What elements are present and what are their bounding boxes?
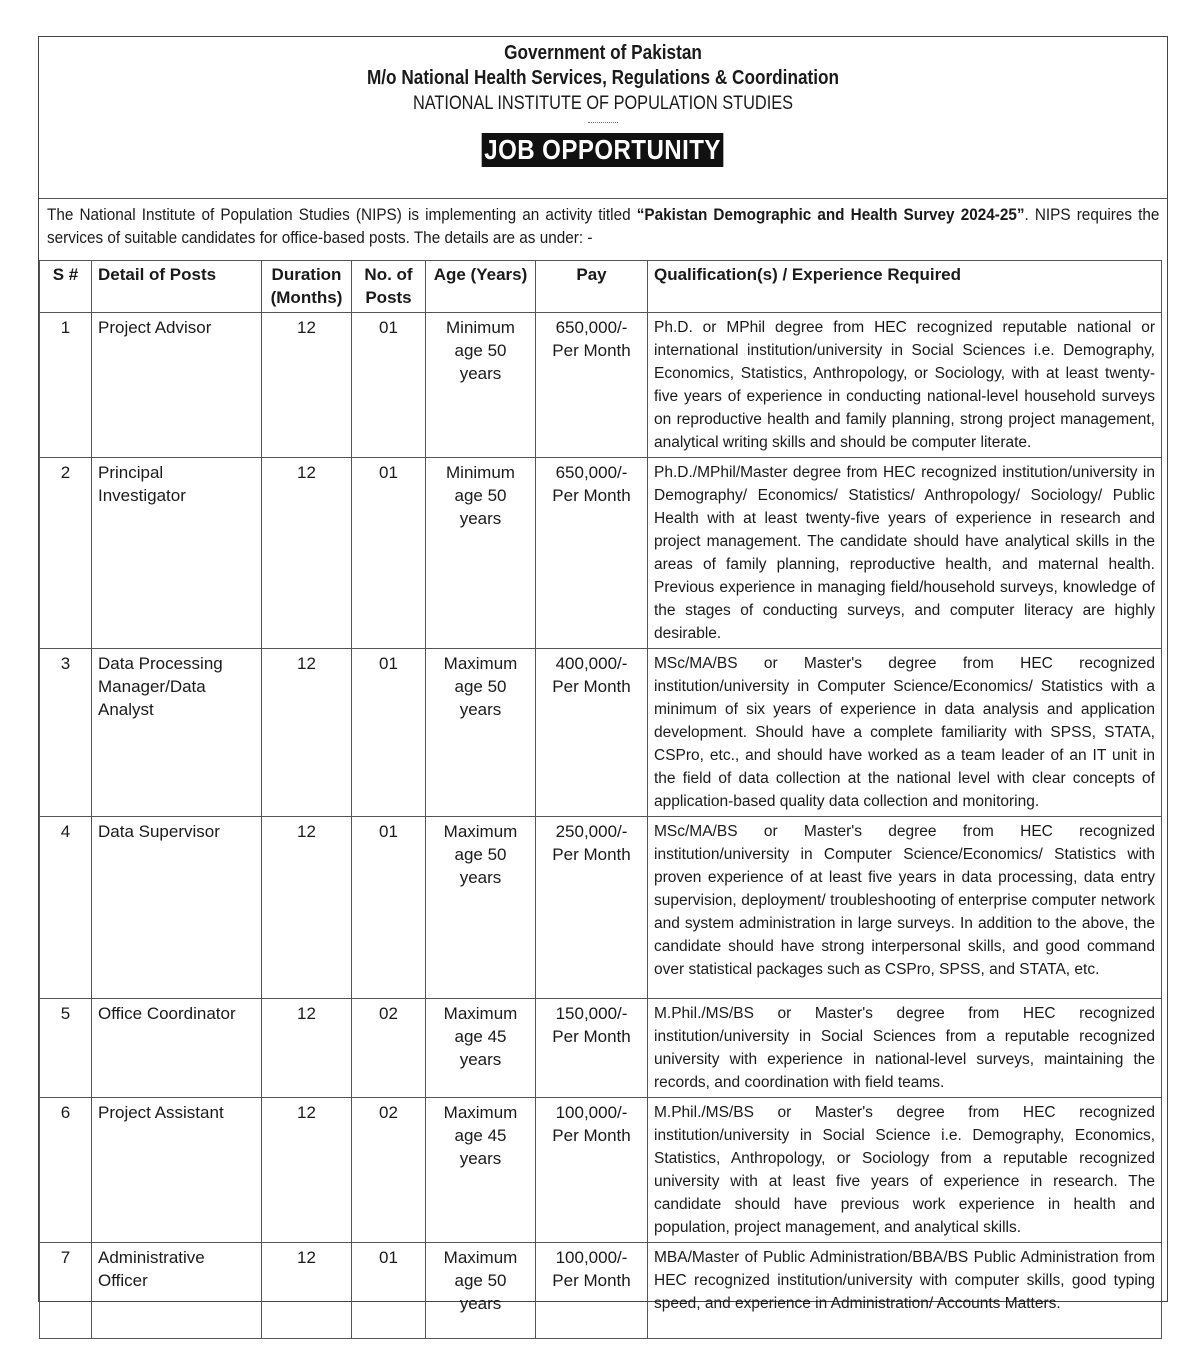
row-age: Minimum age 50 years — [426, 313, 536, 458]
row-posts: 02 — [352, 999, 426, 1098]
row-age: Maximum age 45 years — [426, 999, 536, 1098]
row-pay: 650,000/- Per Month — [536, 313, 648, 458]
row-age: Maximum age 45 years — [426, 1098, 536, 1243]
header-qualification: Qualification(s) / Experience Required — [648, 261, 1162, 313]
header-posts: No. of Posts — [352, 261, 426, 313]
row-post: Data Supervisor — [92, 817, 262, 999]
row-post: Administrative Officer — [92, 1243, 262, 1339]
header-post: Detail of Posts — [92, 261, 262, 313]
header-separator — [39, 198, 1167, 199]
row-qualification: M.Phil./MS/BS or Master's degree from HEC recognized institution/university in Social Science i.e. Demography, Economics, Statistics, Anthropology, or Sociology from a reputable recognized university with at least five years of experience in research. The candidate should have previous work experience in health and population, project management, and analytical skills. — [648, 1098, 1162, 1243]
row-posts: 01 — [352, 313, 426, 458]
row-sn: 5 — [40, 999, 92, 1098]
row-duration: 12 — [262, 1098, 352, 1243]
header-age: Age (Years) — [426, 261, 536, 313]
row-post: Project Advisor — [92, 313, 262, 458]
row-sn: 3 — [40, 649, 92, 817]
job-opportunity-banner: JOB OPPORTUNITY — [482, 133, 724, 167]
header-duration: Duration (Months) — [262, 261, 352, 313]
job-table — [39, 260, 1162, 1339]
row-duration: 12 — [262, 458, 352, 649]
table-row — [40, 1098, 1162, 1243]
intro-text-end: . NIPS requires the services of suitable candidates for office-based posts. The details are as under: - — [47, 205, 1160, 247]
header-institute: NATIONAL INSTITUTE OF POPULATION STUDIES — [412, 93, 794, 114]
table-row — [40, 817, 1162, 999]
row-sn: 7 — [40, 1243, 92, 1339]
table-row — [40, 458, 1162, 649]
row-qualification: Ph.D. or MPhil degree from HEC recognized reputable national or international institution/university in Social Sciences i.e. Demography, Economics, Statistics, Anthropology, or Sociology, with at least twenty-five years of experience in conducting national-level household surveys on reproductive health and family planning, strong project management, analytical writing skills and should be computer literate. — [648, 313, 1162, 458]
row-duration: 12 — [262, 1243, 352, 1339]
table-row — [40, 999, 1162, 1098]
row-age: Maximum age 50 years — [426, 649, 536, 817]
table-row — [40, 313, 1162, 458]
header — [39, 37, 1167, 200]
row-posts: 01 — [352, 649, 426, 817]
row-sn: 6 — [40, 1098, 92, 1243]
advertisement-frame — [38, 36, 1168, 1313]
row-sn: 1 — [40, 313, 92, 458]
row-sn: 4 — [40, 817, 92, 999]
header-ministry: M/o National Health Services, Regulations & Coordination — [366, 67, 840, 89]
row-post: Project Assistant — [92, 1098, 262, 1243]
row-posts: 01 — [352, 1243, 426, 1339]
row-duration: 12 — [262, 649, 352, 817]
header-government: Government of Pakistan — [504, 42, 702, 64]
row-post: Data Processing Manager/Data Analyst — [92, 649, 262, 817]
row-pay: 100,000/- Per Month — [536, 1098, 648, 1243]
row-qualification: M.Phil./MS/BS or Master's degree from HEC recognized institution/university in Social Sciences from a reputable recognized university with experience in national-level surveys, maintaining the records, and coordination with field teams. — [648, 999, 1162, 1098]
row-posts: 01 — [352, 817, 426, 999]
header-pay: Pay — [536, 261, 648, 313]
row-age: Maximum age 50 years — [426, 817, 536, 999]
row-duration: 12 — [262, 313, 352, 458]
row-pay: 100,000/- Per Month — [536, 1243, 648, 1339]
row-sn: 2 — [40, 458, 92, 649]
table-row — [40, 649, 1162, 817]
table-row — [40, 1243, 1162, 1339]
row-qualification: MSc/MA/BS or Master's degree from HEC recognized institution/university in Computer Science/Economics/ Statistics with a minimum of six years of experience in data analysis and application development. Should have a complete familiarity with SPSS, STATA, CSPro, etc., and should have worked as a team leader of an IT unit in the field of data collection at the national level with clear concepts of application-based quality data collection and monitoring. — [648, 649, 1162, 817]
row-age: Maximum age 50 years — [426, 1243, 536, 1339]
row-pay: 650,000/- Per Month — [536, 458, 648, 649]
row-posts: 02 — [352, 1098, 426, 1243]
row-duration: 12 — [262, 817, 352, 999]
table-header-row — [40, 261, 1162, 313]
row-duration: 12 — [262, 999, 352, 1098]
row-pay: 150,000/- Per Month — [536, 999, 648, 1098]
intro-paragraph — [47, 203, 1161, 249]
row-post: Office Coordinator — [92, 999, 262, 1098]
header-sn: S # — [40, 261, 92, 313]
row-posts: 01 — [352, 458, 426, 649]
row-post: Principal Investigator — [92, 458, 262, 649]
row-qualification: MBA/Master of Public Administration/BBA/BS Public Administration from HEC recognized institution/university with computer skills, good typing speed, and experience in Administration/ Accounts Matters. — [648, 1243, 1162, 1339]
intro-text-start: The National Institute of Population Studies (NIPS) is implementing an activity titled — [47, 205, 637, 224]
survey-title: “Pakistan Demographic and Health Survey 2024-25” — [636, 205, 1025, 224]
row-age: Minimum age 50 years — [426, 458, 536, 649]
row-qualification: MSc/MA/BS or Master's degree from HEC recognized institution/university in Computer Science/Economics/ Statistics with proven experience of at least five years in data processing, data entry supervision, deployment/ troubleshooting of enterprise computer network and system administration in large surveys. In addition to the above, the candidate should have strong interpersonal skills, and good command over statistical packages such as CSPro, SPSS, and STATA, etc. — [648, 817, 1162, 999]
row-pay: 250,000/- Per Month — [536, 817, 648, 999]
header-divider — [588, 122, 618, 123]
row-qualification: Ph.D./MPhil/Master degree from HEC recognized institution/university in Demography/ Economics/ Statistics/ Anthropology/ Sociology/ Public Health with at least twenty-five years of experience in research and project management. The candidate should have analytical skills in the areas of family planning, reproductive health, and maternal health. Previous experience in managing field/household surveys, knowledge of the stages of conducting surveys, and computer literacy are highly desirable. — [648, 458, 1162, 649]
row-pay: 400,000/- Per Month — [536, 649, 648, 817]
